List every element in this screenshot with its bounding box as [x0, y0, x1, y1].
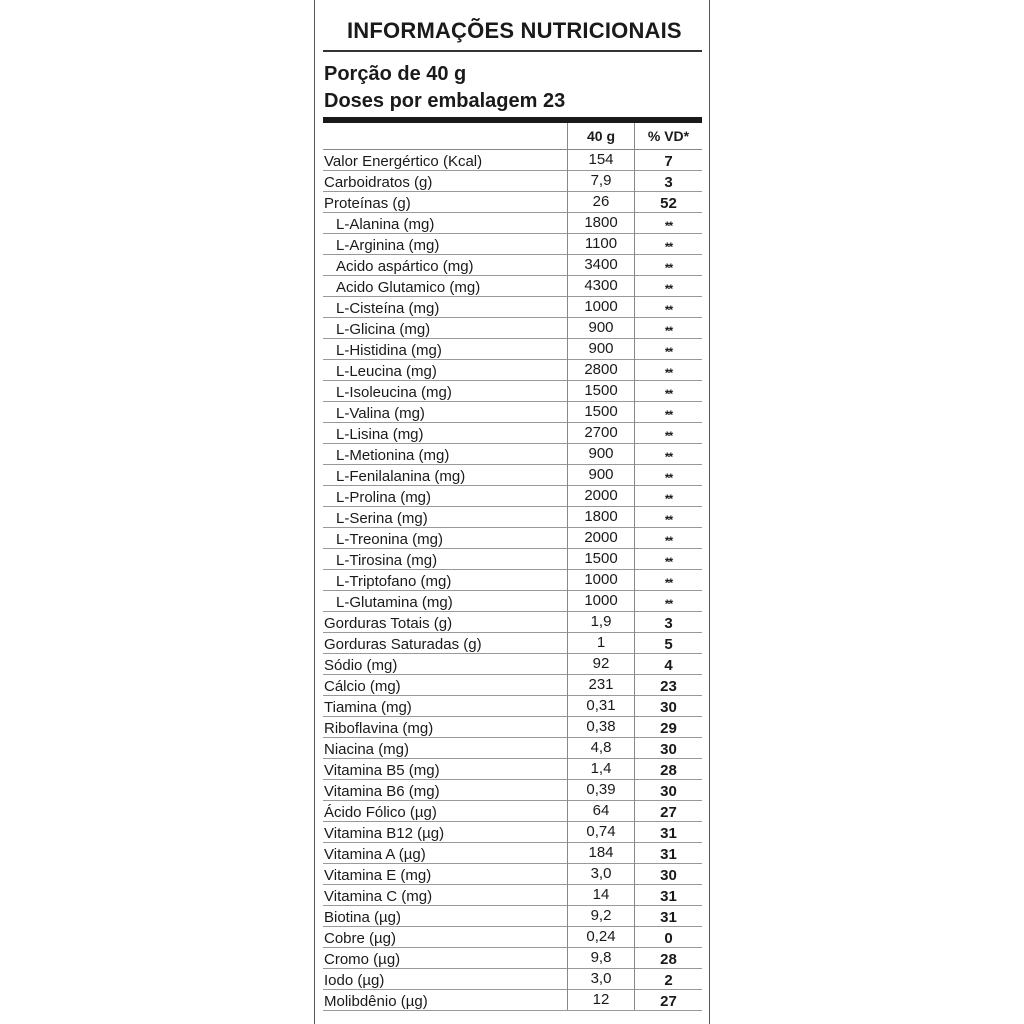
nutrient-daily-value: ** — [664, 240, 673, 254]
nutrient-amount: 900 — [567, 317, 635, 338]
nutrient-daily-value: 0 — [664, 930, 673, 947]
nutrient-daily-value: 52 — [660, 195, 677, 212]
nutrient-amount: 0,24 — [567, 926, 635, 947]
nutrient-daily-value: ** — [664, 324, 673, 338]
nutrient-daily-value: ** — [664, 534, 673, 548]
table-row — [323, 234, 702, 255]
nutrient-daily-value: ** — [664, 492, 673, 506]
nutrient-amount: 14 — [567, 884, 635, 905]
table-row — [323, 297, 702, 318]
nutrient-daily-value: ** — [664, 303, 673, 317]
nutrient-amount: 900 — [567, 338, 635, 359]
table-row — [323, 276, 702, 297]
nutrient-amount: 2000 — [567, 485, 635, 506]
nutrient-amount: 0,39 — [567, 779, 635, 800]
nutrient-daily-value: 30 — [660, 699, 677, 716]
nutrient-amount: 4,8 — [567, 737, 635, 758]
nutrient-daily-value: ** — [664, 513, 673, 527]
table-row — [323, 696, 702, 717]
nutrient-name: Carboidratos (g) — [324, 174, 433, 191]
nutrient-amount: 3,0 — [567, 968, 635, 989]
nutrient-name: Vitamina B12 (µg) — [324, 825, 445, 842]
table-row — [323, 717, 702, 738]
nutrition-title: INFORMAÇÕES NUTRICIONAIS — [347, 18, 682, 43]
nutrient-name: Ácido Fólico (µg) — [324, 804, 437, 821]
table-row — [323, 360, 702, 381]
table-row — [323, 801, 702, 822]
nutrient-name: Riboflavina (mg) — [324, 720, 434, 737]
nutrient-amount: 1,4 — [567, 758, 635, 779]
nutrient-name: Vitamina B5 (mg) — [324, 762, 440, 779]
nutrient-name: Proteínas (g) — [324, 195, 411, 212]
table-row — [323, 864, 702, 885]
nutrient-name: Acido Glutamico (mg) — [336, 279, 481, 296]
nutrient-daily-value: ** — [664, 282, 673, 296]
table-row — [323, 507, 702, 528]
nutrient-name: Valor Energértico (Kcal) — [324, 153, 483, 170]
table-row — [323, 549, 702, 570]
nutrient-daily-value: 30 — [660, 741, 677, 758]
nutrient-daily-value: 2 — [664, 972, 673, 989]
nutrient-name: L-Serina (mg) — [336, 510, 428, 527]
column-header-vd: % VD* — [647, 128, 690, 144]
nutrient-amount: 231 — [567, 674, 635, 695]
nutrient-name: Iodo (µg) — [324, 972, 385, 989]
table-row — [323, 150, 702, 171]
nutrient-name: L-Arginina (mg) — [336, 237, 440, 254]
nutrient-daily-value: ** — [664, 597, 673, 611]
nutrient-amount: 3,0 — [567, 863, 635, 884]
table-row — [323, 423, 702, 444]
nutrient-daily-value: 29 — [660, 720, 677, 737]
nutrient-name: Vitamina A (µg) — [324, 846, 426, 863]
nutrient-amount: 3400 — [567, 254, 635, 275]
nutrient-name: Vitamina B6 (mg) — [324, 783, 440, 800]
table-row — [323, 213, 702, 234]
nutrient-daily-value: ** — [664, 345, 673, 359]
nutrient-daily-value: ** — [664, 408, 673, 422]
nutrient-amount: 0,31 — [567, 695, 635, 716]
nutrient-amount: 26 — [567, 191, 635, 212]
table-row — [323, 465, 702, 486]
table-row — [323, 759, 702, 780]
nutrient-name: Vitamina C (mg) — [324, 888, 433, 905]
nutrient-daily-value: 31 — [660, 846, 677, 863]
nutrient-daily-value: ** — [664, 366, 673, 380]
table-row — [323, 843, 702, 864]
title-divider — [323, 50, 702, 52]
table-row — [323, 738, 702, 759]
nutrient-daily-value: ** — [664, 576, 673, 590]
table-row — [323, 969, 702, 990]
nutrient-name: L-Alanina (mg) — [336, 216, 435, 233]
nutrient-amount: 900 — [567, 464, 635, 485]
nutrient-daily-value: 4 — [664, 657, 673, 674]
nutrient-daily-value: 27 — [660, 993, 677, 1010]
nutrition-table — [323, 150, 702, 1011]
nutrient-name: Vitamina E (mg) — [324, 867, 432, 884]
nutrient-daily-value: 27 — [660, 804, 677, 821]
nutrient-name: Niacina (mg) — [324, 741, 410, 758]
nutrient-amount: 1500 — [567, 548, 635, 569]
table-row — [323, 402, 702, 423]
table-row — [323, 885, 702, 906]
nutrient-daily-value: 30 — [660, 783, 677, 800]
doses-per-package: Doses por embalagem 23 — [324, 90, 566, 112]
nutrient-name: L-Leucina (mg) — [336, 363, 437, 380]
table-row — [323, 381, 702, 402]
table-row — [323, 927, 702, 948]
table-row — [323, 486, 702, 507]
table-row — [323, 528, 702, 549]
nutrient-name: Biotina (µg) — [324, 909, 402, 926]
nutrient-name: Gorduras Saturadas (g) — [324, 636, 482, 653]
table-row — [323, 255, 702, 276]
table-row — [323, 318, 702, 339]
table-row — [323, 822, 702, 843]
nutrient-amount: 2800 — [567, 359, 635, 380]
table-header — [323, 123, 702, 150]
table-row — [323, 654, 702, 675]
nutrient-daily-value: ** — [664, 387, 673, 401]
nutrient-name: L-Glutamina (mg) — [336, 594, 453, 611]
nutrient-name: Sódio (mg) — [324, 657, 398, 674]
nutrient-daily-value: 3 — [664, 174, 673, 191]
nutrient-daily-value: ** — [664, 450, 673, 464]
nutrient-name: L-Lisina (mg) — [336, 426, 424, 443]
table-row — [323, 780, 702, 801]
nutrient-name: Cobre (µg) — [324, 930, 396, 947]
nutrient-name: Cálcio (mg) — [324, 678, 401, 695]
nutrient-amount: 1 — [567, 632, 635, 653]
table-row — [323, 675, 702, 696]
nutrient-name: Cromo (µg) — [324, 951, 401, 968]
nutrient-amount: 1100 — [567, 233, 635, 254]
table-row — [323, 591, 702, 612]
table-row — [323, 612, 702, 633]
nutrient-amount: 1000 — [567, 296, 635, 317]
table-row — [323, 570, 702, 591]
table-row — [323, 990, 702, 1011]
nutrient-daily-value: 30 — [660, 867, 677, 884]
nutrient-amount: 1800 — [567, 506, 635, 527]
nutrient-daily-value: 28 — [660, 762, 677, 779]
nutrient-daily-value: 3 — [664, 615, 673, 632]
nutrient-name: L-Treonina (mg) — [336, 531, 443, 548]
portion-size: Porção de 40 g — [324, 63, 467, 85]
nutrient-amount: 1000 — [567, 590, 635, 611]
table-row — [323, 906, 702, 927]
nutrient-name: L-Fenilalanina (mg) — [336, 468, 466, 485]
nutrient-daily-value: ** — [664, 261, 673, 275]
nutrient-amount: 1500 — [567, 380, 635, 401]
nutrient-name: Molibdênio (µg) — [324, 993, 428, 1010]
column-header-amount: 40 g — [567, 123, 635, 149]
nutrient-amount: 64 — [567, 800, 635, 821]
table-row — [323, 339, 702, 360]
nutrient-amount: 184 — [567, 842, 635, 863]
nutrient-daily-value: ** — [664, 555, 673, 569]
nutrient-daily-value: 28 — [660, 951, 677, 968]
nutrient-amount: 2000 — [567, 527, 635, 548]
nutrition-facts-panel — [314, 0, 710, 1024]
nutrient-amount: 9,2 — [567, 905, 635, 926]
nutrient-daily-value: ** — [664, 429, 673, 443]
nutrient-amount: 1000 — [567, 569, 635, 590]
nutrient-amount: 900 — [567, 443, 635, 464]
nutrient-daily-value: 31 — [660, 888, 677, 905]
table-row — [323, 633, 702, 654]
nutrient-name: L-Isoleucina (mg) — [336, 384, 452, 401]
nutrient-name: Tiamina (mg) — [324, 699, 412, 716]
nutrient-amount: 0,38 — [567, 716, 635, 737]
nutrient-amount: 12 — [567, 989, 635, 1010]
nutrient-amount: 92 — [567, 653, 635, 674]
nutrient-amount: 7,9 — [567, 170, 635, 191]
nutrient-name: L-Histidina (mg) — [336, 342, 442, 359]
table-row — [323, 171, 702, 192]
nutrient-amount: 1,9 — [567, 611, 635, 632]
nutrient-name: Acido aspártico (mg) — [336, 258, 474, 275]
nutrient-amount: 4300 — [567, 275, 635, 296]
nutrient-amount: 0,74 — [567, 821, 635, 842]
nutrient-daily-value: 23 — [660, 678, 677, 695]
nutrient-name: L-Valina (mg) — [336, 405, 425, 422]
nutrient-name: L-Triptofano (mg) — [336, 573, 452, 590]
nutrient-amount: 2700 — [567, 422, 635, 443]
nutrient-daily-value: 7 — [664, 153, 673, 170]
table-row — [323, 192, 702, 213]
nutrient-amount: 1800 — [567, 212, 635, 233]
nutrient-name: Gorduras Totais (g) — [324, 615, 453, 632]
nutrient-name: L-Tirosina (mg) — [336, 552, 438, 569]
table-row — [323, 444, 702, 465]
nutrient-daily-value: ** — [664, 219, 673, 233]
nutrient-amount: 1500 — [567, 401, 635, 422]
nutrient-daily-value: 5 — [664, 636, 673, 653]
nutrient-name: L-Prolina (mg) — [336, 489, 432, 506]
table-row — [323, 948, 702, 969]
nutrient-amount: 9,8 — [567, 947, 635, 968]
nutrient-amount: 154 — [567, 149, 635, 170]
nutrient-daily-value: ** — [664, 471, 673, 485]
nutrient-name: L-Cisteína (mg) — [336, 300, 440, 317]
nutrient-name: L-Glicina (mg) — [336, 321, 431, 338]
nutrient-name: L-Metionina (mg) — [336, 447, 450, 464]
nutrient-daily-value: 31 — [660, 909, 677, 926]
nutrient-daily-value: 31 — [660, 825, 677, 842]
